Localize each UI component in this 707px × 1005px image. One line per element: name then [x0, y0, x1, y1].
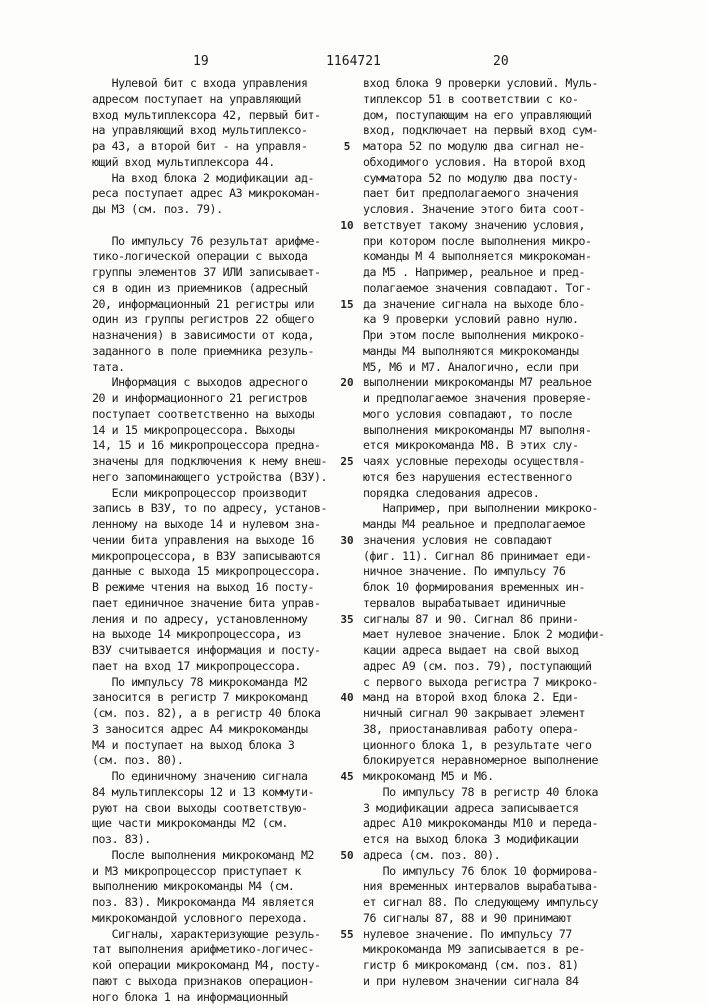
- text-line: гистр 6 микрокоманд (см. поз. 81): [363, 958, 625, 974]
- text-line: пает на вход 17 микропроцессора.: [92, 659, 354, 675]
- text-line: адресом поступает на управляющий: [92, 92, 354, 108]
- text-line: значения условия не совпадают: [363, 533, 625, 549]
- text-line: типлексор 51 в соответствии с ко-: [363, 92, 625, 108]
- text-line: чаях условные переходы осуществля-: [363, 454, 625, 470]
- text-line: пают с выхода признаков операцион-: [92, 974, 354, 990]
- text-line: ционного блока 1, в результате чего: [363, 738, 625, 754]
- text-line: ничное значение. По импульсу 76: [363, 564, 625, 580]
- text-line: поз. 83).: [92, 832, 354, 848]
- text-line: группы элементов 37 ИЛИ записывает-: [92, 265, 354, 281]
- text-line: ются без нарушения естественного: [363, 470, 625, 486]
- text-line: блок 10 формирования временных ин-: [363, 580, 625, 596]
- right-text-column: [363, 76, 625, 990]
- text-line: 3 модификации адреса записывается: [363, 801, 625, 817]
- text-line: нулевое значение. По импульсу 77: [363, 927, 625, 943]
- text-line: матора 52 по модулю два сигнал не-: [363, 139, 625, 155]
- text-line: чении бита управления на выходе 16: [92, 533, 354, 549]
- text-line: мает нулевое значение. Блок 2 модифи-: [363, 627, 625, 643]
- text-line: заносится в регистр 7 микрокоманд: [92, 690, 354, 706]
- text-line: ет сигнал 88. По следующему импульсу: [363, 895, 625, 911]
- text-line: обходимого условия. На второй вход: [363, 155, 625, 171]
- text-line: ничный сигнал 90 закрывает элемент: [363, 706, 625, 722]
- text-line: адреса (см. поз. 80).: [363, 848, 625, 864]
- text-line: при котором после выполнения микро-: [363, 234, 625, 250]
- text-line: условия. Значение этого бита соот-: [363, 202, 625, 218]
- text-line: М5, М6 и М7. Аналогично, если при: [363, 360, 625, 376]
- text-line: него запоминающего устройства (ВЗУ).: [92, 470, 354, 486]
- text-line: Информация с выходов адресного: [92, 375, 354, 391]
- text-line: адрес А10 микрокоманды М10 и переда-: [363, 816, 625, 832]
- text-line: с первого выхода регистра 7 микроко-: [363, 675, 625, 691]
- text-line: 84 мультиплексоры 12 и 13 коммути-: [92, 785, 354, 801]
- text-line: и при нулевом значении сигнала 84: [363, 974, 625, 990]
- text-line: 3 заносится адрес А4 микрокоманды: [92, 722, 354, 738]
- text-line: ного блока 1 на информационный: [92, 990, 354, 1005]
- text-line: На вход блока 2 модификации ад-: [92, 171, 354, 187]
- text-line: [92, 218, 354, 234]
- text-line: ющий вход мультиплексора 44.: [92, 155, 354, 171]
- text-line: микрокоманд М5 и М6.: [363, 769, 625, 785]
- margin-line-number: 10: [333, 219, 361, 232]
- text-line: мого условия совпадают, то после: [363, 407, 625, 423]
- text-line: ВЗУ считывается информация и посту-: [92, 643, 354, 659]
- text-line: дом, поступающим на его управляющий: [363, 108, 625, 124]
- text-line: выполнению микрокоманды М4 (см.: [92, 879, 354, 895]
- text-line: По единичному значению сигнала: [92, 769, 354, 785]
- text-line: микрокоманда М9 записывается в ре-: [363, 942, 625, 958]
- margin-line-number: 15: [333, 298, 361, 311]
- text-line: выполнения микрокоманды М7 выполня-: [363, 423, 625, 439]
- text-line: запись в ВЗУ, то по адресу, установ-: [92, 501, 354, 517]
- text-line: заданного в поле приемника резуль-: [92, 344, 354, 360]
- left-text-column: [92, 76, 354, 1005]
- text-line: вход блока 9 проверки условий. Муль-: [363, 76, 625, 92]
- margin-line-number: 25: [333, 455, 361, 468]
- text-line: кации адреса выдает на свой выход: [363, 643, 625, 659]
- text-line: да значение сигнала на выходе бло-: [363, 297, 625, 313]
- text-line: 14 и 15 микропроцессора. Выходы: [92, 423, 354, 439]
- text-line: ленному на выходе 14 и нулевом зна-: [92, 517, 354, 533]
- text-line: и М3 микропроцессор приступает к: [92, 864, 354, 880]
- margin-line-number: 45: [333, 770, 361, 783]
- text-line: По импульсу 76 результат арифме-: [92, 234, 354, 250]
- text-line: Если микропроцессор производит: [92, 486, 354, 502]
- text-line: поступает соответственно на выходы: [92, 407, 354, 423]
- text-line: полагаемое значения совпадают. Тог-: [363, 281, 625, 297]
- text-line: ды М3 (см. поз. 79).: [92, 202, 354, 218]
- text-line: пает единичное значение бита управ-: [92, 596, 354, 612]
- text-line: ния временных интервалов вырабатыва-: [363, 879, 625, 895]
- margin-line-number: 20: [333, 376, 361, 389]
- page-number-right: 20: [493, 54, 509, 69]
- document-number: 1164721: [0, 54, 707, 69]
- text-line: (фиг. 11). Сигнал 86 принимает еди-: [363, 549, 625, 565]
- text-line: ся в один из приемников (адресный: [92, 281, 354, 297]
- text-line: сигналы 87 и 90. Сигнал 86 прини-: [363, 612, 625, 628]
- text-line: вход, подключает на первый вход сум-: [363, 123, 625, 139]
- text-line: микропроцессора, в ВЗУ записываются: [92, 549, 354, 565]
- text-line: В режиме чтения на выход 16 посту-: [92, 580, 354, 596]
- text-line: По импульсу 78 в регистр 40 блока: [363, 785, 625, 801]
- text-line: ления и по адресу, установленному: [92, 612, 354, 628]
- text-line: (см. поз. 80).: [92, 753, 354, 769]
- text-line: После выполнения микрокоманд М2: [92, 848, 354, 864]
- text-line: выполнении микрокоманды М7 реальное: [363, 375, 625, 391]
- text-line: ка 9 проверки условий равно нулю.: [363, 312, 625, 328]
- text-line: ется микрокоманда М8. В этих слу-: [363, 438, 625, 454]
- text-line: один из группы регистров 22 общего: [92, 312, 354, 328]
- text-line: блокируется неравномерное выполнение: [363, 753, 625, 769]
- text-line: 20, информационный 21 регистры или: [92, 297, 354, 313]
- text-line: назначения) в зависимости от кода,: [92, 328, 354, 344]
- text-line: манды М4 выполняются микрокоманды: [363, 344, 625, 360]
- text-line: да М5 . Например, реальное и пред-: [363, 265, 625, 281]
- text-line: (см. поз. 82), а в регистр 40 блока: [92, 706, 354, 722]
- text-line: данные с выхода 15 микропроцессора.: [92, 564, 354, 580]
- text-line: команды М 4 выполняется микрокоман-: [363, 249, 625, 265]
- text-line: пает бит предполагаемого значения: [363, 186, 625, 202]
- text-line: Сигналы, характеризующие резуль-: [92, 927, 354, 943]
- margin-line-number: 55: [333, 928, 361, 941]
- margin-line-number: 50: [333, 849, 361, 862]
- margin-line-number: 30: [333, 534, 361, 547]
- text-line: адрес А9 (см. поз. 79), поступающий: [363, 659, 625, 675]
- text-line: тата.: [92, 360, 354, 376]
- text-line: ветствует такому значению условия,: [363, 218, 625, 234]
- margin-line-number: 5: [333, 140, 361, 153]
- text-line: тико-логической операции с выхода: [92, 249, 354, 265]
- text-line: 20 и информационного 21 регистров: [92, 391, 354, 407]
- text-line: манды М4 реальное и предполагаемое: [363, 517, 625, 533]
- text-line: на выходе 14 микропроцессора, из: [92, 627, 354, 643]
- text-line: тат выполнения арифметико-логичес-: [92, 942, 354, 958]
- text-line: манд на второй вход блока 2. Еди-: [363, 690, 625, 706]
- text-line: М4 и поступает на выход блока 3: [92, 738, 354, 754]
- text-line: микрокомандой условного перехода.: [92, 911, 354, 927]
- text-line: руют на свои выходы соответствую-: [92, 801, 354, 817]
- text-line: ра 43, а второй бит - на управля-: [92, 139, 354, 155]
- text-line: 14, 15 и 16 микропроцессора предна-: [92, 438, 354, 454]
- text-line: реса поступает адрес А3 микрокоман-: [92, 186, 354, 202]
- page-number-left: 19: [193, 54, 209, 69]
- margin-line-number: 35: [333, 613, 361, 626]
- text-line: Нулевой бит с входа управления: [92, 76, 354, 92]
- text-line: ется на выход блока 3 модификации: [363, 832, 625, 848]
- text-line: щие части микрокоманды М2 (см.: [92, 816, 354, 832]
- text-line: кой операции микрокоманд М4, посту-: [92, 958, 354, 974]
- text-line: значены для подключения к нему внеш-: [92, 454, 354, 470]
- margin-line-number: 40: [333, 691, 361, 704]
- text-line: По импульсу 78 микрокоманда М2: [92, 675, 354, 691]
- text-line: тервалов вырабатывает идиничные: [363, 596, 625, 612]
- text-line: вход мультиплексора 42, первый бит-: [92, 108, 354, 124]
- text-line: порядка следования адресов.: [363, 486, 625, 502]
- text-line: 38, приостанавливая работу опера-: [363, 722, 625, 738]
- text-line: на управляющий вход мультиплексо-: [92, 123, 354, 139]
- text-line: поз. 83). Микрокоманда М4 является: [92, 895, 354, 911]
- text-line: сумматора 52 по модулю два посту-: [363, 171, 625, 187]
- text-line: При этом после выполнения микроко-: [363, 328, 625, 344]
- text-line: По импульсу 76 блок 10 формирова-: [363, 864, 625, 880]
- text-line: Например, при выполнении микроко-: [363, 501, 625, 517]
- text-line: 76 сигналы 87, 88 и 90 принимают: [363, 911, 625, 927]
- text-line: и предполагаемое значения проверяе-: [363, 391, 625, 407]
